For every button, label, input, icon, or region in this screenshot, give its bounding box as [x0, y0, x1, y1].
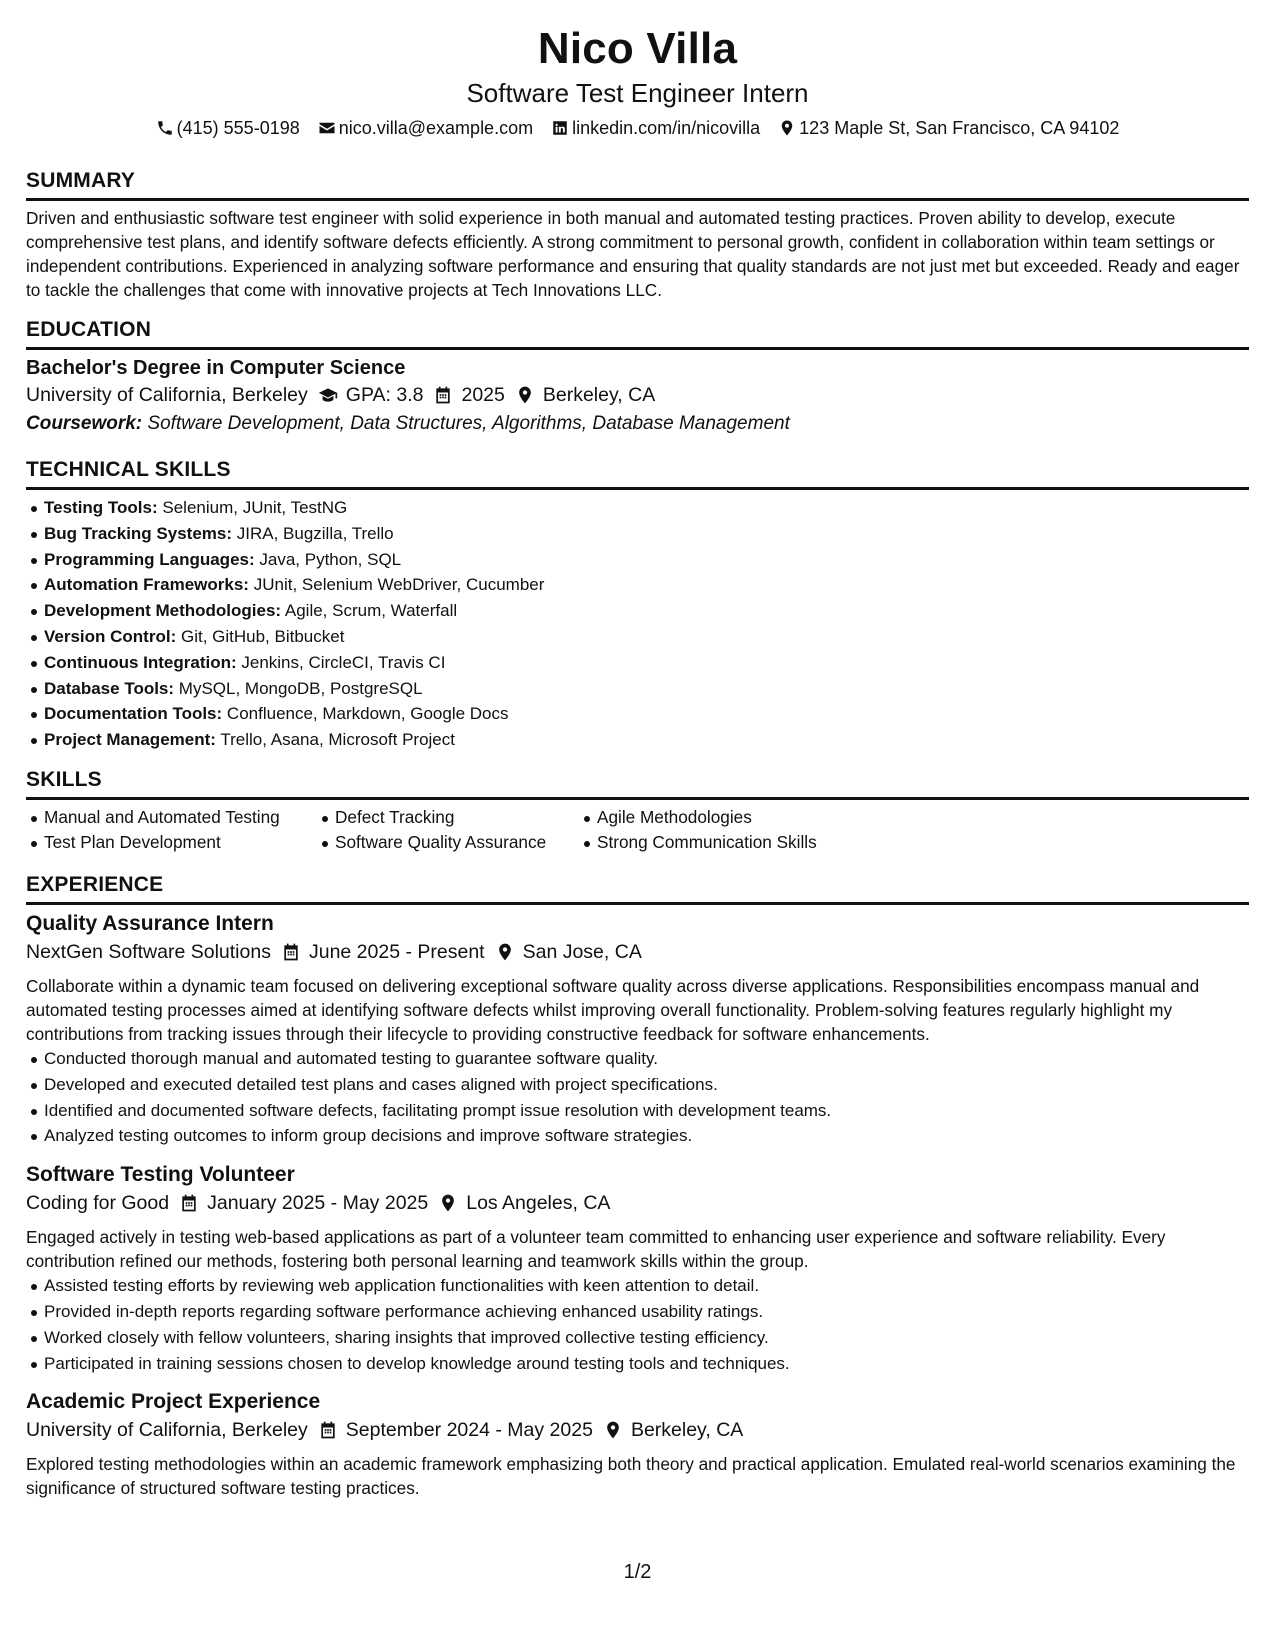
education-meta	[26, 381, 1249, 409]
contact-phone[interactable]	[156, 116, 300, 140]
summary-text: Driven and enthusiastic software test engineer with solid experience in both manual and automated testing practices. Proven ability to develop, execute comprehensive test plans, and identify software defects efficiently. A strong commitment to personal growth, confident in collaboration within team settings or independent contributions. Experienced in analyzing software performance and ensuring that quality standards are not just met but exceeded. Ready and eager to tackle the challenges that come with innovative projects at Tech Innovations LLC.	[26, 208, 1240, 300]
map-pin-icon	[778, 119, 796, 137]
list-item: Manual and Automated Testing	[44, 805, 317, 831]
contact-email[interactable]	[318, 116, 533, 140]
company-name: NextGen Software Solutions	[26, 940, 271, 963]
experience-entry	[26, 1161, 1249, 1376]
skill-label: Testing Tools:	[44, 498, 158, 517]
contact-line	[26, 116, 1249, 140]
grad-year: 2025	[461, 384, 505, 406]
list-item: Identified and documented software defects, facilitating prompt issue resolution with development teams.	[44, 1098, 1249, 1124]
list-item	[44, 572, 1249, 598]
job-location: Los Angeles, CA	[466, 1192, 611, 1215]
resume-header	[26, 22, 1249, 140]
job-description: Engaged actively in testing web-based applications as part of a volunteer team committed to enhancing user experience and software reliability. Every contribution refined our methods, fostering both personal learning and teamwork skills within the group.	[26, 1227, 1166, 1272]
job-title: Quality Assurance Intern	[26, 911, 274, 935]
skill-label: Automation Frameworks:	[44, 575, 249, 595]
company-name: Coding for Good	[26, 1192, 170, 1215]
skill-label: Continuous Integration:	[44, 652, 237, 672]
coursework	[26, 409, 1249, 439]
skill-label: Documentation Tools:	[44, 704, 223, 724]
list-item: Participated in training sessions chosen to develop knowledge around testing tools and techniques.	[44, 1351, 1249, 1377]
skills-column	[317, 805, 579, 856]
skill-label: Version Control:	[44, 626, 177, 646]
calendar-icon	[318, 1420, 338, 1440]
section-divider	[26, 902, 1249, 905]
job-title: Academic Project Experience	[26, 1390, 321, 1414]
summary-heading: SUMMARY	[26, 169, 136, 192]
skill-value: Git, GitHub, Bitbucket	[180, 626, 345, 646]
list-item: Agile Methodologies	[597, 805, 817, 831]
address-text: 123 Maple St, San Francisco, CA 94102	[799, 118, 1120, 138]
list-item	[44, 650, 1249, 676]
job-location: Berkeley, CA	[630, 1419, 744, 1442]
skill-label: Bug Tracking Systems:	[44, 523, 233, 543]
phone-text: (415) 555-0198	[176, 118, 300, 138]
list-item: Strong Communication Skills	[597, 830, 817, 856]
skill-label: Project Management:	[44, 730, 216, 750]
contact-linkedin[interactable]	[551, 116, 760, 140]
list-item	[44, 521, 1249, 547]
list-item: Test Plan Development	[44, 830, 317, 856]
map-pin-icon	[438, 1193, 458, 1213]
section-divider	[26, 487, 1249, 490]
skills-heading: SKILLS	[26, 767, 102, 791]
skill-value: Trello, Asana, Microsoft Project	[220, 730, 455, 750]
experience-entry	[26, 1388, 1249, 1500]
school-name: University of California, Berkeley	[26, 384, 308, 406]
technical-skills-heading: TECHNICAL SKILLS	[26, 458, 231, 481]
list-item: Provided in-depth reports regarding software performance achieving enhanced usability ratings.	[44, 1299, 1249, 1325]
experience-heading: EXPERIENCE	[26, 872, 164, 896]
list-item	[44, 701, 1249, 727]
experience-entry	[26, 910, 1249, 1149]
coursework-list: Software Development, Data Structures, Algorithms, Database Management	[147, 413, 790, 434]
job-location: San Jose, CA	[522, 940, 642, 963]
job-meta	[26, 938, 1249, 966]
skill-value: JIRA, Bugzilla, Trello	[236, 523, 394, 543]
skills-column	[579, 805, 817, 856]
calendar-icon	[179, 1193, 199, 1213]
candidate-name: Nico Villa	[537, 24, 738, 73]
skills-grid	[26, 805, 1249, 856]
school-location: Berkeley, CA	[542, 384, 656, 406]
list-item	[44, 676, 1249, 702]
list-item	[44, 727, 1249, 753]
job-meta	[26, 1189, 1249, 1217]
skills-column	[26, 805, 317, 856]
list-item: Software Quality Assurance	[335, 830, 579, 856]
list-item: Conducted thorough manual and automated testing to guarantee software quality.	[44, 1046, 1249, 1072]
list-item: Defect Tracking	[335, 805, 579, 831]
job-dates: June 2025 - Present	[308, 940, 485, 963]
graduation-cap-icon	[318, 385, 338, 405]
education-heading: EDUCATION	[26, 318, 152, 341]
list-item	[44, 495, 1249, 521]
page-number: 1/2	[623, 1561, 652, 1583]
list-item: Analyzed testing outcomes to inform group decisions and improve software strategies.	[44, 1123, 1249, 1149]
skill-value: Agile, Scrum, Waterfall	[284, 601, 458, 621]
calendar-icon	[281, 942, 301, 962]
job-title: Software Testing Volunteer	[26, 1163, 295, 1187]
skill-value: Jenkins, CircleCI, Travis CI	[241, 652, 446, 672]
list-item: Assisted testing efforts by reviewing web application functionalities with keen attention to detail.	[44, 1273, 1249, 1299]
job-bullets	[26, 1046, 1249, 1149]
map-pin-icon	[495, 942, 515, 962]
linkedin-icon	[551, 119, 569, 137]
skill-label: Programming Languages:	[44, 549, 255, 569]
section-divider	[26, 797, 1249, 800]
list-item	[44, 624, 1249, 650]
company-name: University of California, Berkeley	[26, 1419, 308, 1442]
degree-title: Bachelor's Degree in Computer Science	[26, 357, 406, 379]
job-dates: January 2025 - May 2025	[207, 1192, 429, 1215]
skill-label: Database Tools:	[44, 678, 175, 698]
section-divider	[26, 347, 1249, 350]
resume-page	[26, 22, 1249, 1500]
job-dates: September 2024 - May 2025	[345, 1419, 593, 1442]
skill-value: JUnit, Selenium WebDriver, Cucumber	[253, 575, 545, 595]
email-text: nico.villa@example.com	[338, 118, 534, 138]
list-item	[44, 598, 1249, 624]
skill-value: Confluence, Markdown, Google Docs	[226, 704, 509, 724]
map-pin-icon	[515, 385, 535, 405]
linkedin-text: linkedin.com/in/nicovilla	[572, 118, 761, 138]
list-item: Developed and executed detailed test plans and cases aligned with project specifications.	[44, 1072, 1249, 1098]
calendar-icon	[433, 385, 453, 405]
technical-skills-list	[26, 495, 1249, 753]
skill-value: Selenium, JUnit, TestNG	[162, 498, 348, 517]
job-bullets	[26, 1273, 1249, 1376]
job-description: Explored testing methodologies within an academic framework emphasizing both theory and practical application. Emulated real-world scenarios examining the significance of structured software testing practices.	[26, 1454, 1236, 1499]
skill-value: Java, Python, SQL	[259, 549, 402, 569]
job-meta	[26, 1416, 1249, 1444]
contact-address	[778, 116, 1119, 140]
candidate-title: Software Test Engineer Intern	[466, 78, 809, 108]
skill-value: MySQL, MongoDB, PostgreSQL	[178, 678, 423, 698]
gpa: GPA: 3.8	[345, 384, 424, 406]
skill-label: Development Methodologies:	[44, 601, 282, 621]
map-pin-icon	[603, 1420, 623, 1440]
coursework-label: Coursework:	[26, 413, 143, 434]
envelope-icon	[318, 119, 336, 137]
phone-icon	[156, 119, 174, 137]
job-description: Collaborate within a dynamic team focused on delivering exceptional software quality across diverse applications. Responsibilities encompass manual and automated testing processes aimed at identifying software defects whilst improving overall functionality. Problem-solving features regularly highlight my contributions from tracking issues through their lifecycle to providing constructive feedback for software enhancements.	[26, 975, 1200, 1044]
list-item	[44, 547, 1249, 573]
section-divider	[26, 198, 1249, 201]
list-item: Worked closely with fellow volunteers, sharing insights that improved collective testing efficiency.	[44, 1325, 1249, 1351]
